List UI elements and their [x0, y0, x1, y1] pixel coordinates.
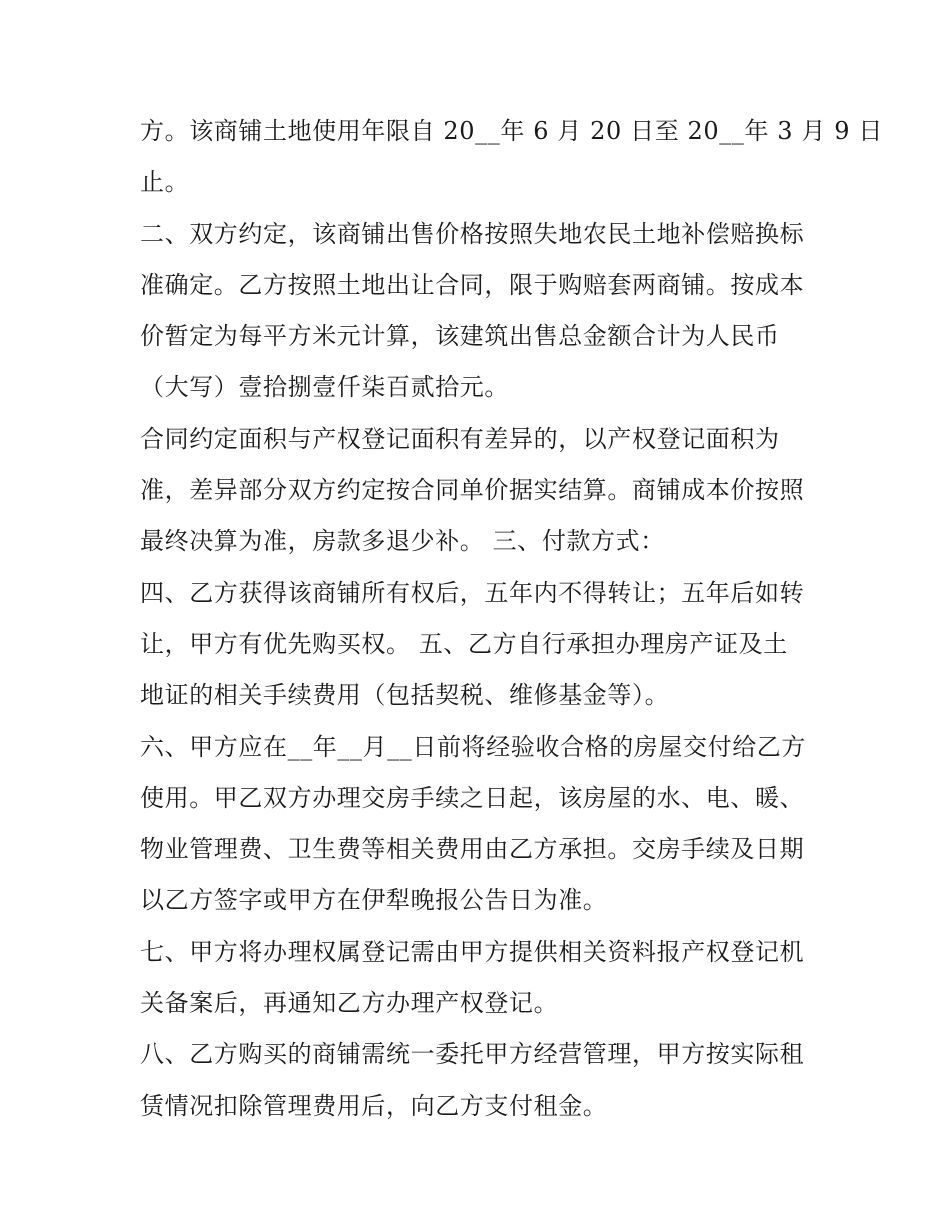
text-line: 使用。甲乙双方办理交房手续之日起，该房屋的水、电、暖、: [140, 783, 805, 812]
text-line: 二、双方约定，该商铺出售价格按照失地农民土地补偿赔换标: [140, 219, 805, 248]
text-line: 八、乙方购买的商铺需统一委托甲方经营管理，甲方按实际租: [140, 1040, 805, 1069]
text-line: 关备案后，再通知乙方办理产权登记。: [140, 989, 559, 1018]
text-line: 七、甲方将办理权属登记需由甲方提供相关资料报产权登记机: [140, 937, 805, 966]
text-line: 价暂定为每平方米元计算，该建筑出售总金额合计为人民币: [140, 322, 780, 351]
text-line: 以乙方签字或甲方在伊犁晚报公告日为准。: [140, 886, 608, 915]
text-line: 物业管理费、卫生费等相关费用由乙方承担。交房手续及日期: [140, 835, 805, 864]
text-line: 地证的相关手续费用（包括契税、维修基金等）。: [140, 681, 670, 710]
text-line: （大写）壹拾捌壹仟柒百贰拾元。: [140, 373, 509, 402]
text-line: 赁情况扣除管理费用后，向乙方支付租金。: [140, 1091, 608, 1120]
contract-text: [140, 106, 883, 1132]
text-line: 让，甲方有优先购买权。 五、乙方自行承担办理房产证及土: [140, 629, 788, 658]
text-line: 合同约定面积与产权登记面积有差异的，以产权登记面积为: [140, 424, 780, 453]
text-line: 准，差异部分双方约定按合同单价据实结算。商铺成本价按照: [140, 476, 805, 505]
text-line: 准确定。乙方按照土地出让合同，限于购赔套两商铺。按成本: [140, 270, 805, 299]
text-line: 止。: [140, 168, 190, 197]
text-line: 四、乙方获得该商铺所有权后，五年内不得转让；五年后如转: [140, 578, 805, 607]
text-line: 方。该商铺土地使用年限自 20__年 6 月 20 日至 20__年 3 月 9 日: [140, 117, 883, 145]
text-line: 六、甲方应在__年__月__日前将经验收合格的房屋交付给乙方: [140, 732, 806, 761]
text-line: 最终决算为准，房款多退少补。 三、付款方式：: [140, 527, 665, 556]
